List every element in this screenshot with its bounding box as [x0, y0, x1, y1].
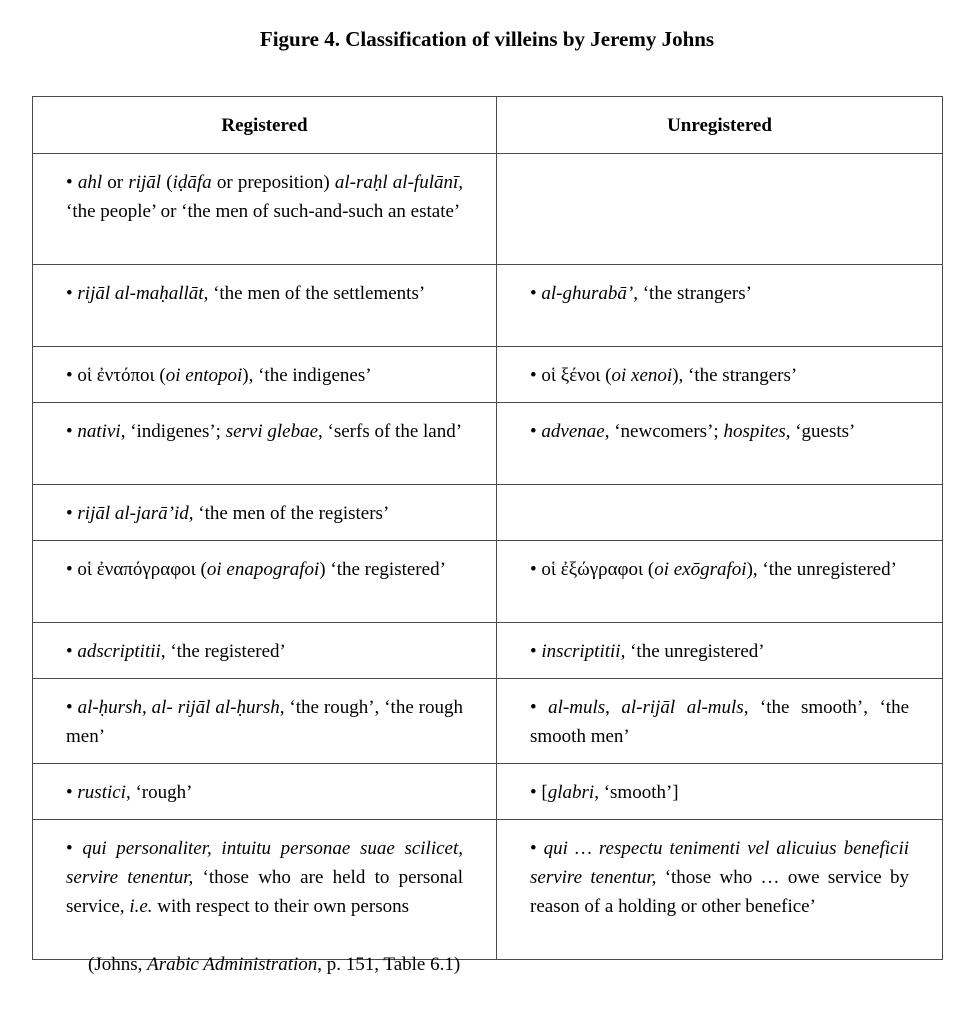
- unregistered-cell: [497, 541, 943, 623]
- table-row: [33, 764, 943, 820]
- cell-text: [497, 820, 942, 933]
- unregistered-cell: [497, 623, 943, 679]
- italic-term: servi glebae: [225, 421, 319, 442]
- text-run: ‘those who are held to personal service,: [66, 867, 463, 917]
- text-run: •: [530, 697, 549, 718]
- table-row: [33, 820, 943, 960]
- text-run: •: [66, 421, 78, 442]
- italic-term: al-raḥl al-fulānī,: [334, 172, 463, 193]
- italic-term: al- rijāl al-ḥursh: [151, 697, 280, 718]
- text-run: or: [102, 172, 129, 193]
- unregistered-cell: [497, 485, 943, 541]
- text-run: •: [66, 782, 78, 803]
- table-body: [33, 154, 943, 960]
- italic-term: rijāl al-jarā’id: [77, 503, 189, 524]
- cell-text: [33, 154, 496, 238]
- cell-text: [33, 347, 496, 402]
- italic-term: al-ghurabā’: [541, 283, 634, 304]
- text-run: •: [530, 641, 542, 662]
- italic-term: rustici: [77, 782, 126, 803]
- unregistered-cell: [497, 764, 943, 820]
- text-run: ), ‘the strangers’: [672, 365, 798, 386]
- italic-term: hospites: [723, 421, 786, 442]
- table-row: [33, 265, 943, 347]
- cell-text: [33, 820, 496, 933]
- text-run: •: [66, 283, 78, 304]
- italic-term: nativi: [77, 421, 121, 442]
- text-run: • [: [530, 782, 548, 803]
- text-run: , p. 151, Table 6.1): [317, 954, 461, 975]
- unregistered-cell: [497, 265, 943, 347]
- registered-cell: [33, 485, 497, 541]
- text-run: • οἱ ἐναπόγραφοι (: [66, 559, 207, 580]
- cell-text: [497, 764, 942, 819]
- italic-term: oi exōgrafoi: [654, 559, 747, 580]
- text-run: , ‘rough’: [125, 782, 193, 803]
- italic-term: rijāl al-maḥallāt: [77, 283, 204, 304]
- header-row: [33, 97, 943, 154]
- italic-term: adscriptitii: [77, 641, 161, 662]
- cell-text: [33, 265, 496, 320]
- text-run: , ‘the registered’: [160, 641, 286, 662]
- text-run: , ‘the strangers’: [633, 283, 752, 304]
- text-run: , ‘guests’: [785, 421, 856, 442]
- text-run: •: [66, 503, 78, 524]
- text-run: •: [66, 172, 78, 193]
- text-run: ‘those who … owe service by reason of a holding or other benefice’: [530, 867, 909, 917]
- text-run: ), ‘the unregistered’: [746, 559, 897, 580]
- text-run: , ‘the men of the settlements’: [203, 283, 426, 304]
- cell-text: [33, 623, 496, 678]
- text-run: •: [530, 421, 542, 442]
- italic-term: al-rijāl al-muls: [621, 697, 744, 718]
- cell-text: [497, 154, 942, 180]
- italic-term: oi enapografoi: [206, 559, 320, 580]
- registered-cell: [33, 623, 497, 679]
- cell-text: [497, 485, 942, 511]
- figure-title: Figure 4. Classification of villeins by Jeremy Johns: [259, 27, 715, 51]
- cell-text: [497, 403, 942, 458]
- unregistered-cell: [497, 679, 943, 764]
- text-run: (Johns,: [88, 954, 148, 975]
- cell-text: [497, 679, 942, 763]
- italic-term: Arabic Administration: [147, 954, 318, 975]
- text-run: • οἱ ἐξώγραφοι (: [530, 559, 655, 580]
- table-row: [33, 623, 943, 679]
- registered-cell: [33, 265, 497, 347]
- cell-text: [33, 679, 496, 763]
- italic-term: qui … respectu tenimenti vel alicuius beneficii servire tenentur,: [530, 838, 909, 888]
- italic-term: advenae: [541, 421, 605, 442]
- table-row: [33, 679, 943, 764]
- italic-term: i.e.: [129, 896, 153, 917]
- table-row: [33, 541, 943, 623]
- italic-term: oi xenoi: [611, 365, 673, 386]
- registered-cell: [33, 820, 497, 960]
- italic-term: glabri: [547, 782, 595, 803]
- column-header-registered: Registered: [33, 97, 497, 154]
- table-row: [33, 154, 943, 265]
- classification-table: [32, 96, 943, 960]
- text-run: with respect to their own persons: [152, 896, 409, 917]
- text-run: , ‘newcomers’;: [604, 421, 724, 442]
- registered-cell: [33, 347, 497, 403]
- registered-cell: [33, 764, 497, 820]
- italic-term: rijāl: [128, 172, 162, 193]
- italic-term: iḍāfa: [172, 172, 212, 193]
- cell-text: [497, 541, 942, 596]
- text-run: •: [66, 641, 78, 662]
- text-run: ,: [605, 697, 622, 718]
- cell-text: [33, 403, 496, 458]
- cell-text: [33, 541, 496, 596]
- text-run: •: [530, 283, 542, 304]
- unregistered-cell: [497, 347, 943, 403]
- table-row: [33, 485, 943, 541]
- table-row: [33, 403, 943, 485]
- italic-term: al-muls: [548, 697, 606, 718]
- text-run: , ‘indigenes’;: [120, 421, 226, 442]
- cell-text: [497, 347, 942, 402]
- text-run: ‘the unregistered’: [625, 641, 765, 662]
- text-run: (: [161, 172, 173, 193]
- italic-term: oi entopoi: [165, 365, 243, 386]
- text-run: ) ‘the registered’: [319, 559, 446, 580]
- italic-term: al-ḥursh: [77, 697, 142, 718]
- registered-cell: [33, 679, 497, 764]
- italic-term: inscriptitii,: [541, 641, 626, 662]
- cell-text: [33, 485, 496, 540]
- column-header-unregistered: Unregistered: [497, 97, 943, 154]
- text-run: , ‘serfs of the land’: [318, 421, 463, 442]
- text-run: ,: [141, 697, 152, 718]
- text-run: •: [66, 697, 78, 718]
- text-run: •: [66, 838, 83, 859]
- registered-cell: [33, 541, 497, 623]
- cell-text: [497, 265, 942, 320]
- unregistered-cell: [497, 154, 943, 265]
- registered-cell: [33, 154, 497, 265]
- text-run: • οἱ ἐντόποι (: [66, 365, 166, 386]
- unregistered-cell: [497, 403, 943, 485]
- cell-text: [33, 764, 496, 819]
- text-run: •: [530, 838, 544, 859]
- text-run: • οἱ ξένοι (: [530, 365, 612, 386]
- unregistered-cell: [497, 820, 943, 960]
- text-run: , ‘the smooth’, ‘the smooth men’: [530, 697, 910, 747]
- registered-cell: [33, 403, 497, 485]
- text-run: or preposition): [211, 172, 335, 193]
- text-run: , ‘the rough’, ‘the rough men’: [66, 697, 464, 747]
- text-run: ‘the people’ or ‘the men of such-and-such an estate’: [66, 201, 461, 222]
- cell-text: [497, 623, 942, 678]
- table-row: [33, 347, 943, 403]
- italic-term: qui personaliter, intuitu personae suae scilicet, servire tenentur,: [66, 838, 464, 888]
- text-run: , ‘smooth’]: [594, 782, 679, 803]
- text-run: , ‘the men of the registers’: [188, 503, 390, 524]
- text-run: ), ‘the indigenes’: [242, 365, 372, 386]
- italic-term: ahl: [77, 172, 103, 193]
- source-caption: [88, 954, 460, 976]
